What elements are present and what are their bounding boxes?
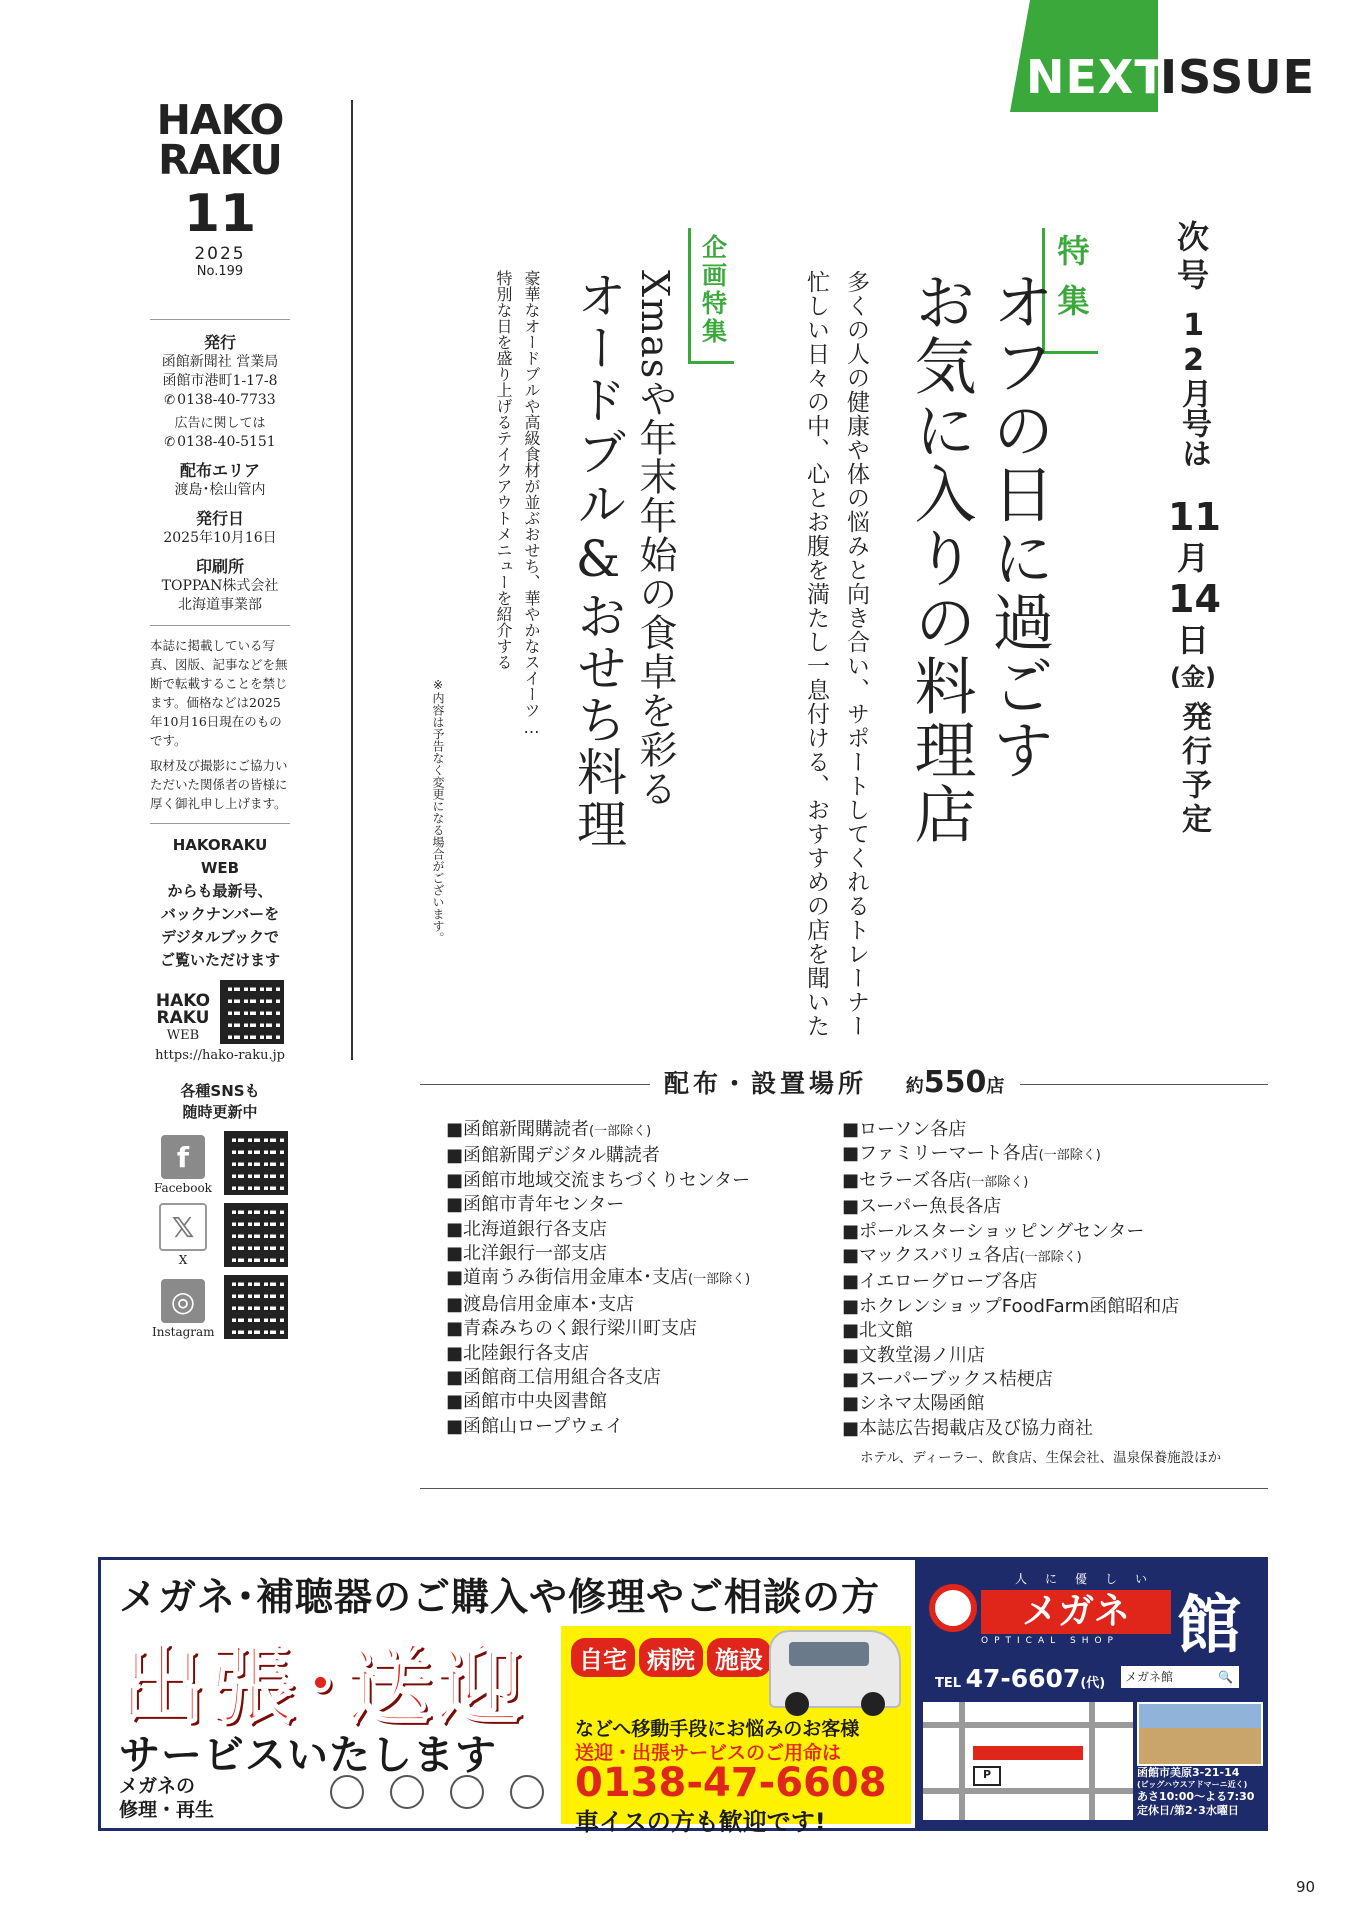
next-issue-month-kanji: 月 bbox=[1176, 539, 1209, 577]
distribution-item-name: セラーズ各店 bbox=[859, 1169, 967, 1191]
distribution-item bbox=[446, 1193, 750, 1217]
colophon-sidebar bbox=[150, 96, 290, 1339]
ad-big-text: 出張･送迎 bbox=[119, 1636, 526, 1736]
publisher-heading: 発行 bbox=[203, 333, 236, 352]
distribution-item-name: 渡島信用金庫本･支店 bbox=[463, 1293, 635, 1315]
distribution-item bbox=[842, 1142, 1179, 1168]
distribution-item bbox=[842, 1319, 1179, 1343]
x-row bbox=[150, 1203, 290, 1267]
distribution-item bbox=[842, 1244, 1179, 1270]
distribution-item-name: 函館市地域交流まちづくりセンター bbox=[463, 1169, 751, 1191]
web-url[interactable]: https://hako-raku.jp bbox=[155, 1048, 285, 1063]
distribution-item-name: ローソン各店 bbox=[859, 1119, 967, 1140]
next-issue-l1: 次号 bbox=[1172, 220, 1210, 296]
ad-service-phone[interactable]: 0138-47-6608 bbox=[575, 1760, 887, 1806]
ad-right-panel bbox=[915, 1560, 1265, 1828]
publisher-phone: ✆ 0138-40-7733 bbox=[150, 391, 290, 410]
thanks-notice: 取材及び撮影にご協力いただいた関係者の皆様に厚く御礼申し上げます。 bbox=[150, 758, 288, 811]
brand-name: メガネ bbox=[981, 1590, 1171, 1634]
map-road bbox=[959, 1702, 965, 1820]
instagram-row bbox=[150, 1275, 290, 1339]
web-qr-row bbox=[150, 980, 290, 1044]
car-icon bbox=[769, 1630, 901, 1708]
special-title-1: Xmasや年末年始の食卓を彩る bbox=[633, 270, 677, 809]
printer-name: TOPPAN株式会社 bbox=[161, 578, 279, 594]
web-promo-line: デジタルブックで bbox=[160, 928, 280, 946]
brand-kan: 館 bbox=[1177, 1588, 1241, 1663]
distribution-item-name: 函館山ロープウェイ bbox=[463, 1415, 624, 1437]
store-photo bbox=[1137, 1702, 1263, 1766]
megane-kan-ad[interactable] bbox=[98, 1557, 1268, 1836]
web-promo bbox=[150, 834, 290, 972]
special-desc-1: 豪華なオードブルや高級食材が並ぶおせち、華やかなスイーツ… bbox=[522, 270, 541, 737]
next-issue-date-block bbox=[1168, 308, 1221, 837]
feature-desc-1: 多くの人の健康や体の悩みと向き合い、サポートしてくれるトレーナー bbox=[843, 270, 869, 1038]
hours-line: あさ10:00～よる7:30 bbox=[1137, 1790, 1255, 1803]
next-issue-day-month: 11 bbox=[1168, 495, 1221, 539]
map-road bbox=[923, 1722, 1133, 1728]
instagram-qr-code[interactable] bbox=[224, 1275, 288, 1339]
count-prefix: 約 bbox=[905, 1076, 924, 1097]
glasses-illustrations bbox=[319, 1766, 559, 1822]
publisher-name: 函館新聞社 営業局 bbox=[161, 354, 279, 370]
date-heading: 発行日 bbox=[195, 509, 244, 528]
distribution-item bbox=[446, 1342, 750, 1366]
next-issue-publish: 発行予定 bbox=[1176, 701, 1211, 837]
instagram-icon[interactable]: ◎ bbox=[161, 1279, 205, 1323]
ad-repair-line: 修理・再生 bbox=[119, 1799, 215, 1821]
ad-tel[interactable] bbox=[935, 1664, 1105, 1693]
brand-optical: OPTICAL SHOP bbox=[981, 1636, 1119, 1646]
tel-label: TEL bbox=[935, 1676, 962, 1691]
publisher-address: 函館市港町1-17-8 bbox=[162, 373, 278, 389]
copyright-notice: 本誌に掲載している写真、図版、記事などを無断で転載することを禁じます。価格などは2025年10月16日現在のものです。 bbox=[150, 638, 288, 748]
next-issue-day: 14 bbox=[1168, 577, 1221, 621]
distribution-item-name: 函館市中央図書館 bbox=[463, 1391, 608, 1413]
next-issue-weekday: (金) bbox=[1170, 663, 1216, 691]
distribution-item bbox=[842, 1368, 1179, 1392]
tel-suffix: (代) bbox=[1080, 1676, 1106, 1691]
web-promo-line: WEB bbox=[200, 859, 240, 877]
next-issue-day-kanji: 日 bbox=[1176, 621, 1209, 659]
distribution-item-name: 文教堂湯ノ川店 bbox=[859, 1344, 986, 1366]
distribution-item bbox=[842, 1417, 1179, 1441]
special-desc-2: 特別な日を盛り上げるテイクアウトメニューを紹介する bbox=[494, 270, 513, 670]
map-arrow-icon bbox=[973, 1746, 1083, 1760]
logo-line-1: HAKO bbox=[156, 96, 284, 144]
sns-heading bbox=[150, 1081, 290, 1123]
count-value: 550 bbox=[923, 1065, 987, 1100]
distribution-item-note: (一部除く) bbox=[589, 1124, 652, 1139]
web-promo-line: HAKORAKU bbox=[172, 836, 268, 854]
distribution-item bbox=[446, 1317, 750, 1341]
glasses-icon bbox=[331, 1776, 543, 1808]
divider bbox=[150, 823, 290, 824]
distribution-item-name: シネマ太陽函館 bbox=[859, 1393, 985, 1415]
distribution-item-name: イエローグローブ各店 bbox=[859, 1271, 1038, 1293]
search-icon: 🔍 bbox=[1218, 1670, 1233, 1684]
divider bbox=[150, 319, 290, 320]
ad-chips bbox=[571, 1638, 775, 1677]
next-issue-banner bbox=[1010, 0, 1358, 112]
distribution-item bbox=[446, 1169, 750, 1193]
page-number: 90 bbox=[1296, 1878, 1316, 1896]
address-line: 函館市美原3-21-14 bbox=[1137, 1766, 1240, 1779]
distribution-item bbox=[446, 1293, 750, 1317]
area-text: 渡島･桧山管内 bbox=[174, 482, 266, 498]
date-text: 2025年10月16日 bbox=[163, 530, 277, 546]
distribution-item-name: 北文館 bbox=[859, 1320, 914, 1342]
distribution-item-name: 北海道銀行各支店 bbox=[463, 1218, 608, 1240]
special-title-2: オードブル&おせち料理 bbox=[569, 270, 627, 850]
logo-mark-icon bbox=[929, 1584, 977, 1632]
ad-repair bbox=[119, 1774, 214, 1822]
distribution-item-note: (一部除く) bbox=[688, 1272, 751, 1288]
x-label: X bbox=[178, 1253, 188, 1267]
ad-service-line3: 車イスの方も歓迎です! bbox=[575, 1808, 826, 1836]
distribution-item bbox=[446, 1144, 750, 1168]
distribution-item bbox=[446, 1390, 750, 1414]
next-issue-l2-text: 12月号は bbox=[1176, 308, 1211, 468]
distribution-item-name: スーパーブックス桔梗店 bbox=[859, 1369, 1053, 1391]
distribution-item-name: 道南うみ街信用金庫本･支店 bbox=[463, 1267, 689, 1289]
facebook-qr-code[interactable] bbox=[224, 1131, 288, 1195]
distribution-count bbox=[905, 1065, 1005, 1100]
distribution-item-name: ファミリーマート各店 bbox=[859, 1143, 1039, 1165]
feature-title-1: オフの日に過ごす bbox=[982, 270, 1055, 782]
divider bbox=[150, 625, 290, 626]
facebook-row bbox=[150, 1131, 290, 1195]
next-issue-date bbox=[1168, 220, 1214, 296]
distribution-item-name: ポールスターショッピングセンター bbox=[859, 1220, 1145, 1242]
distribution-item-name: ホクレンショップFoodFarm函館昭和店 bbox=[859, 1295, 1180, 1317]
distribution-item-name: 北陸銀行各支店 bbox=[463, 1342, 590, 1364]
distribution-item bbox=[446, 1242, 750, 1266]
ad-service-line1: などへ移動手段にお悩みのお客様 bbox=[575, 1718, 860, 1740]
web-logo-line: WEB bbox=[166, 1028, 200, 1043]
chip-home: 自宅 bbox=[571, 1638, 635, 1677]
x-qr-code[interactable] bbox=[224, 1203, 288, 1267]
banner-issue: ISSUE bbox=[1160, 50, 1316, 104]
area-heading: 配布エリア bbox=[179, 461, 260, 480]
distribution-footnote: ホテル、ディーラー、飲食店、生保会社、温泉保養施設ほか bbox=[860, 1450, 1222, 1466]
distribution-item-note: (一部除く) bbox=[966, 1174, 1029, 1190]
distribution-item bbox=[446, 1366, 750, 1390]
brand-tagline: 人に優しい bbox=[1015, 1572, 1166, 1586]
distribution-bottom-rule bbox=[420, 1488, 1268, 1489]
sns-heading-line: 各種SNSも bbox=[180, 1082, 260, 1100]
distribution-item-name: 函館市青年センター bbox=[463, 1194, 625, 1216]
instagram-label: Instagram bbox=[152, 1325, 215, 1339]
web-promo-line: からも最新号、 bbox=[167, 882, 273, 900]
ad-left-panel bbox=[101, 1560, 915, 1836]
issue-number: No.199 bbox=[196, 264, 244, 279]
parking-icon: P bbox=[973, 1766, 1001, 1786]
ad-search-box[interactable] bbox=[1121, 1666, 1239, 1688]
distribution-item-name: 函館新聞デジタル購読者 bbox=[463, 1145, 660, 1167]
distribution-item-name: 青森みちのく銀行梁川町支店 bbox=[463, 1318, 698, 1340]
sidebar-divider bbox=[351, 100, 353, 1060]
map-road bbox=[1089, 1702, 1095, 1820]
web-logo bbox=[156, 993, 210, 1044]
ad-search-text: メガネ館 bbox=[1125, 1670, 1174, 1684]
issue-year: 2025 bbox=[194, 244, 246, 264]
distribution-title: 配布・設置場所 bbox=[664, 1069, 868, 1098]
chip-hospital: 病院 bbox=[639, 1638, 703, 1677]
printer-dept: 北海道事業部 bbox=[178, 597, 262, 613]
ad-contact-phone: ✆ 0138-40-5151 bbox=[150, 433, 290, 452]
ad-contact-heading: 広告に関しては bbox=[174, 416, 266, 431]
feature-label: 特集 bbox=[1052, 234, 1091, 334]
special-label: 企画特集 bbox=[698, 234, 728, 346]
web-promo-line: バックナンバーを bbox=[160, 905, 280, 923]
facebook-label: Facebook bbox=[154, 1181, 212, 1195]
next-issue-l2 bbox=[1168, 308, 1218, 477]
distribution-item bbox=[446, 1266, 750, 1292]
ad-sub-text: サービスいたします bbox=[119, 1731, 497, 1779]
web-logo-line: HAKO bbox=[155, 991, 211, 1011]
logo-line-2: RAKU bbox=[158, 136, 282, 184]
feature-desc-2: 忙しい日々の中、心とお腹を満たし一息付ける、おすすめの店を聞いた bbox=[803, 270, 829, 1038]
access-map bbox=[923, 1702, 1133, 1820]
feature-title-2: お気に入りの料理店 bbox=[904, 270, 977, 846]
sns-heading-line: 随時更新中 bbox=[182, 1103, 258, 1121]
distribution-item bbox=[842, 1295, 1179, 1319]
distribution-item bbox=[446, 1218, 750, 1242]
distribution-item bbox=[842, 1220, 1179, 1244]
distribution-item bbox=[842, 1344, 1179, 1368]
banner-next: NEXT bbox=[1026, 50, 1167, 104]
header-rule-left bbox=[420, 1084, 650, 1085]
ad-address bbox=[1137, 1766, 1261, 1818]
ad-headline: メガネ･補聴器のご購入や修理やご相談の方 bbox=[119, 1575, 881, 1619]
count-suffix: 店 bbox=[986, 1076, 1005, 1097]
ad-service-line2: 送迎・出張サービスのご用命は bbox=[575, 1742, 842, 1764]
distribution-item bbox=[842, 1195, 1179, 1219]
special-label-box bbox=[688, 228, 734, 364]
distribution-title-wrap bbox=[650, 1064, 1018, 1100]
distribution-item-name: スーパー魚長各店 bbox=[859, 1196, 1002, 1218]
closed-line: 定休日/第2･3水曜日 bbox=[1137, 1804, 1239, 1817]
distribution-item bbox=[446, 1118, 750, 1144]
map-road bbox=[923, 1788, 1133, 1794]
header-rule-right bbox=[1020, 1084, 1268, 1085]
distribution-item-name: 函館新聞購読者 bbox=[463, 1119, 590, 1140]
distribution-list-left bbox=[446, 1118, 750, 1439]
ad-repair-line: メガネの bbox=[119, 1775, 196, 1797]
chip-facility: 施設 bbox=[707, 1638, 771, 1677]
tel-number: 47-6607 bbox=[965, 1664, 1081, 1693]
distribution-item bbox=[842, 1169, 1179, 1195]
distribution-item-name: マックスバリュ各店 bbox=[859, 1245, 1020, 1267]
special-notice: ※内容は予告なく変更になる場合がございます。 bbox=[431, 678, 445, 944]
distribution-item-note: (一部除く) bbox=[1038, 1148, 1101, 1164]
x-icon[interactable]: 𝕏 bbox=[159, 1203, 207, 1251]
distribution-list-right bbox=[842, 1118, 1179, 1441]
distribution-item bbox=[842, 1270, 1179, 1294]
printer-heading: 印刷所 bbox=[195, 557, 244, 576]
distribution-item-note: (一部除く) bbox=[1019, 1250, 1082, 1266]
hakoraku-logo bbox=[150, 96, 290, 184]
distribution-item-name: 北洋銀行一部支店 bbox=[463, 1243, 608, 1265]
web-promo-line: ご覧いただけます bbox=[159, 951, 280, 969]
address-line: (ビッグハウスアドマーニ近く) bbox=[1137, 1780, 1248, 1789]
web-logo-line: RAKU bbox=[156, 1008, 210, 1028]
ad-service-box bbox=[561, 1626, 911, 1836]
distribution-item-name: 函館商工信用組合各支店 bbox=[463, 1367, 662, 1389]
distribution-item bbox=[842, 1118, 1179, 1142]
distribution-header bbox=[420, 1064, 1268, 1104]
distribution-item-name: 本誌広告掲載店及び協力商社 bbox=[859, 1417, 1094, 1439]
facebook-icon[interactable]: f bbox=[161, 1135, 205, 1179]
issue-month: 11 bbox=[183, 184, 257, 244]
distribution-item bbox=[842, 1392, 1179, 1416]
web-qr-code[interactable] bbox=[220, 980, 284, 1044]
megane-kan-logo bbox=[929, 1568, 1255, 1663]
distribution-item bbox=[446, 1415, 750, 1439]
